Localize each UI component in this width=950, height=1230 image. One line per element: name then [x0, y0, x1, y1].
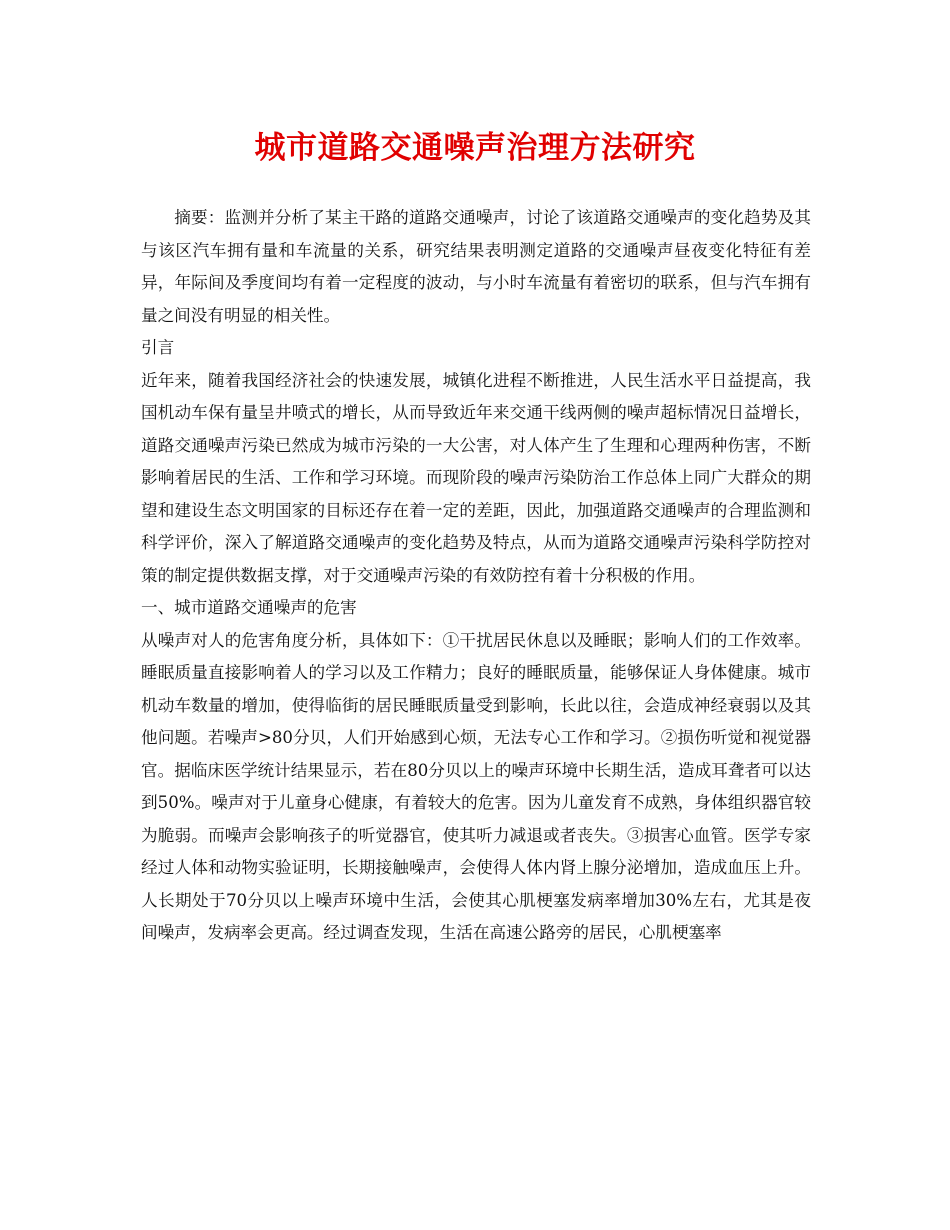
hazards-paragraph: 从噪声对人的危害角度分析，具体如下：①干扰居民休息以及睡眠；影响人们的工作效率。睡眠质量直接影响着人的学习以及工作精力；良好的睡眠质量，能够保证人身体健康。城市机动车数量的增加，使得临街的居民睡眠质量受到影响，长此以往，会造成神经衰弱以及其他问题。若噪声>80分贝，人们开始感到心烦，无法专心工作和学习。②损伤听觉和视觉器官。据临床医学统计结果显示，若在80分贝以上的噪声环境中长期生活，造成耳聋者可以达到50%。噪声对于儿童身心健康，有着较大的危害。因为儿童发育不成熟，身体组织器官较为脆弱。而噪声会影响孩子的听觉器官，使其听力减退或者丧失。③损害心血管。医学专家经过人体和动物实验证明，长期接触噪声，会使得人体内肾上腺分泌增加，造成血压上升。人长期处于70分贝以上噪声环境中生活，会使其心肌梗塞发病率增加30%左右，尤其是夜间噪声，发病率会更高。经过调查发现，生活在高速公路旁的居民，心肌梗塞率: [141, 630, 811, 942]
section-heading-introduction: 引言: [141, 338, 175, 357]
document-body: [141, 202, 811, 950]
introduction-paragraph: 近年来，随着我国经济社会的快速发展，城镇化进程不断推进，人民生活水平日益提高，我国机动车保有量呈井喷式的增长，从而导致近年来交通干线两侧的噪声超标情况日益增长，道路交通噪声污染已然成为城市污染的一大公害，对人体产生了生理和心理两种伤害，不断影响着居民的生活、工作和学习环境。而现阶段的噪声污染防治工作总体上同广大群众的期望和建设生态文明国家的目标还存在着一定的差距，因此，加强道路交通噪声的合理监测和科学评价，深入了解道路交通噪声的变化趋势及特点，从而为道路交通噪声污染科学防控对策的制定提供数据支撑，对于交通噪声污染的有效防控有着十分积极的作用。: [141, 370, 811, 585]
section-heading-hazards: 一、城市道路交通噪声的危害: [141, 598, 357, 617]
abstract-paragraph: 摘要：监测并分析了某主干路的道路交通噪声，讨论了该道路交通噪声的变化趋势及其与该区汽车拥有量和车流量的关系，研究结果表明测定道路的交通噪声昼夜变化特征有差异，年际间及季度间均有着一定程度的波动，与小时车流量有着密切的联系，但与汽车拥有量之间没有明显的相关性。: [141, 208, 811, 325]
document-title: 城市道路交通噪声治理方法研究: [254, 130, 696, 166]
